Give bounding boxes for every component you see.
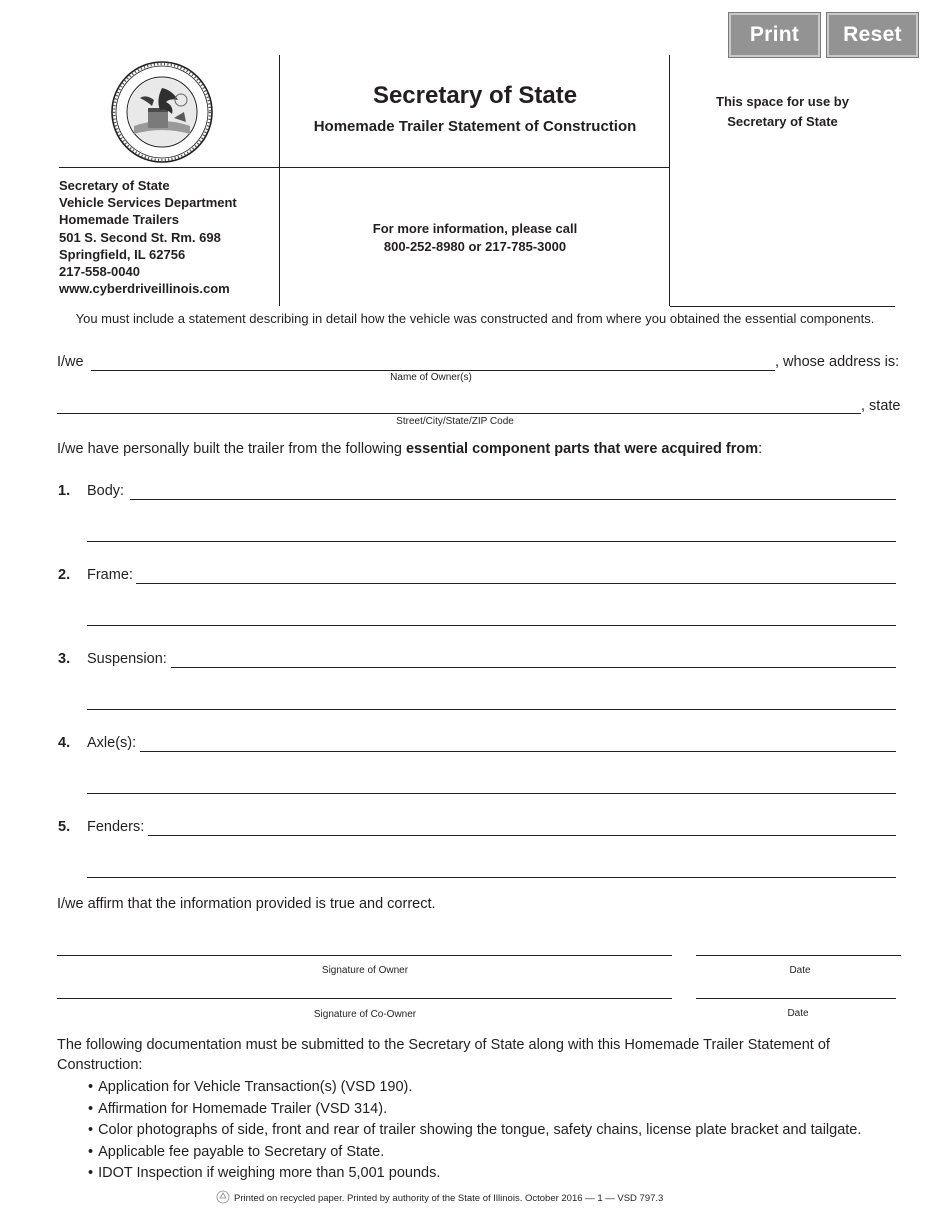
- address-suffix: , state: [861, 398, 901, 414]
- page-title: Secretary of State: [372, 82, 578, 109]
- header-row-divider: [59, 167, 670, 168]
- state-seal-logo: [110, 60, 214, 164]
- owner-signature-field[interactable]: [57, 955, 672, 956]
- intro-instructions: You must include a statement describing in detail how the vehicle was constructed and from where you obtained the essential components.: [75, 311, 875, 326]
- components-intro-emphasis: essential component parts that were acquired from: [405, 441, 759, 457]
- components-intro-end: :: [758, 441, 763, 457]
- office-box-bottom: [670, 306, 895, 307]
- fenders-field-line1[interactable]: [148, 835, 896, 836]
- component-label-suspension: Suspension:: [87, 651, 167, 667]
- contact-info: [280, 220, 670, 256]
- components-intro: [57, 441, 762, 457]
- office-use-label: [690, 92, 875, 131]
- print-button[interactable]: Print: [729, 13, 820, 57]
- owner-name-caption: Name of Owner(s): [390, 372, 472, 383]
- suspension-field-line2[interactable]: [87, 709, 896, 710]
- contact-phone-numbers: 800-252-8980 or 217-785-3000: [383, 239, 567, 254]
- address-caption: Street/City/State/ZIP Code: [396, 416, 514, 427]
- component-number: 3.: [58, 651, 71, 667]
- owner-signature-caption: Signature of Owner: [321, 965, 409, 976]
- agency-line: Springfield, IL 62756: [59, 246, 186, 262]
- form-subtitle: Homemade Trailer Statement of Construction: [313, 118, 637, 135]
- axles-field-line1[interactable]: [140, 751, 896, 752]
- coowner-signature-caption: Signature of Co-Owner: [313, 1009, 417, 1020]
- agency-line: 217-558-0040: [59, 264, 140, 280]
- office-use-line: This space for use by: [716, 94, 849, 109]
- office-use-line: Secretary of State: [727, 113, 838, 129]
- component-label-fenders: Fenders:: [87, 819, 145, 835]
- list-item: • Color photographs of side, front and rear of trailer showing the tongue, safety chains, license plate bracket and tailgate.: [88, 1120, 861, 1142]
- agency-line: 501 S. Second St. Rm. 698: [59, 229, 221, 245]
- agency-address-block: [59, 177, 237, 297]
- suspension-field-line1[interactable]: [171, 667, 896, 668]
- coowner-date-field[interactable]: [696, 998, 896, 999]
- component-number: 1.: [58, 483, 71, 499]
- affirmation-statement: I/we affirm that the information provided is true and correct.: [57, 896, 436, 912]
- component-number: 4.: [58, 735, 71, 751]
- component-label-axles: Axle(s):: [87, 735, 137, 751]
- component-label-body: Body:: [87, 483, 125, 499]
- owner-name-field[interactable]: [91, 370, 775, 371]
- footer-text: Printed on recycled paper. Printed by authority of the State of Illinois. October 2016 — 1 — VSD 797.3: [234, 1193, 664, 1204]
- frame-field-line1[interactable]: [136, 583, 896, 584]
- component-number: 5.: [58, 819, 71, 835]
- list-item: • IDOT Inspection if weighing more than 5,001 pounds.: [88, 1163, 861, 1185]
- frame-field-line2[interactable]: [87, 625, 896, 626]
- agency-line: Vehicle Services Department: [59, 195, 237, 211]
- components-intro-text: I/we have personally built the trailer from the following: [57, 441, 406, 457]
- reset-button[interactable]: Reset: [827, 13, 918, 57]
- fenders-field-line2[interactable]: [87, 877, 896, 878]
- owner-date-field[interactable]: [696, 955, 901, 956]
- component-number: 2.: [58, 567, 71, 583]
- body-field-line1[interactable]: [130, 499, 896, 500]
- coowner-date-caption: Date: [787, 1008, 809, 1019]
- list-item: • Applicable fee payable to Secretary of State.: [88, 1142, 861, 1164]
- owner-prefix: I/we: [57, 354, 84, 370]
- agency-line: Homemade Trailers: [59, 212, 179, 228]
- recycle-icon: [216, 1190, 230, 1204]
- list-item: • Application for Vehicle Transaction(s) (VSD 190).: [88, 1077, 861, 1099]
- contact-info-line: For more information, please call: [372, 221, 578, 236]
- owner-date-caption: Date: [789, 965, 811, 976]
- documentation-list: [88, 1077, 861, 1185]
- documentation-intro: The following documentation must be submitted to the Secretary of State along with this Homemade Trailer Statement of Construction:: [57, 1037, 830, 1073]
- owner-suffix: , whose address is:: [775, 354, 900, 370]
- coowner-signature-field[interactable]: [57, 998, 672, 999]
- axles-field-line2[interactable]: [87, 793, 896, 794]
- body-field-line2[interactable]: [87, 541, 896, 542]
- footer: [216, 1190, 663, 1204]
- agency-line: Secretary of State: [59, 178, 170, 193]
- list-item: • Affirmation for Homemade Trailer (VSD 314).: [88, 1099, 861, 1121]
- owner-address-field[interactable]: [57, 413, 861, 414]
- component-label-frame: Frame:: [87, 567, 133, 583]
- agency-website: www.cyberdriveillinois.com: [59, 281, 230, 297]
